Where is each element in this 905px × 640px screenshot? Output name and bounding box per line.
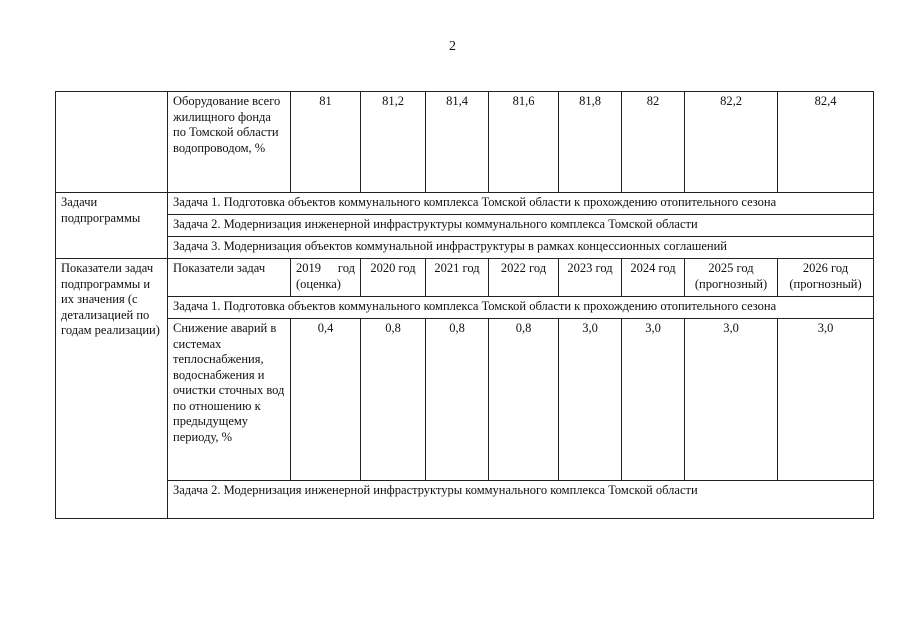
value-cell: 81,6: [489, 92, 559, 193]
page-number: 2: [449, 39, 456, 54]
value-cell: 3,0: [685, 319, 778, 481]
indicators-header-label: Показатели задач: [168, 259, 291, 297]
table-row: [56, 481, 874, 519]
table-row: [56, 297, 874, 319]
year-header: [559, 259, 622, 297]
task-row: Задача 1. Подготовка объектов коммунального комплекса Томской области к прохождению отопительного сезона: [168, 297, 874, 319]
value-cell: 81,8: [559, 92, 622, 193]
value-cell: 81,4: [426, 92, 489, 193]
year-note: (оценка): [296, 276, 341, 291]
value-cell: 0,8: [426, 319, 489, 481]
year-label: 2025 год: [708, 261, 754, 275]
value-cell: 3,0: [622, 319, 685, 481]
value-cell: 0,8: [489, 319, 559, 481]
task-row: Задача 3. Модернизация объектов коммунальной инфраструктуры в рамках концессионных соглашений: [168, 237, 874, 259]
tasks-section-label: Задачи подпрограммы: [56, 193, 168, 259]
table-row: [56, 237, 874, 259]
year-label: 2021 год: [434, 261, 480, 275]
table-row: [56, 193, 874, 215]
year-header: [685, 259, 778, 297]
program-table: [55, 91, 874, 519]
year-label: 2020 год: [370, 261, 416, 275]
value-cell: 0,4: [291, 319, 361, 481]
year-header: [489, 259, 559, 297]
value-cell: 82,4: [778, 92, 874, 193]
year-header: [361, 259, 426, 297]
task-row: Задача 1. Подготовка объектов коммунального комплекса Томской области к прохождению отопительного сезона: [168, 193, 874, 215]
value-cell: 81: [291, 92, 361, 193]
year-header-2019: [291, 259, 361, 297]
year-label: 2019: [296, 261, 321, 275]
year-note: (прогнозный): [694, 276, 768, 291]
indicator-label-water: Оборудование всего жилищного фонда по Томской области водопроводом, %: [168, 92, 291, 193]
value-cell: 0,8: [361, 319, 426, 481]
table-row: [56, 92, 874, 193]
year-label: 2026 год: [802, 261, 849, 275]
empty-cell: [56, 92, 168, 193]
task-row: Задача 2. Модернизация инженерной инфраструктуры коммунального комплекса Томской области: [168, 481, 874, 519]
table-row: [56, 215, 874, 237]
indicator-label-accidents: Снижение аварий в системах теплоснабжения, водоснабжения и очистки сточных вод по отношению к предыдущему периоду, %: [168, 319, 291, 481]
year-header: [778, 259, 874, 297]
year-label: 2023 год: [567, 261, 613, 275]
value-cell: 3,0: [559, 319, 622, 481]
year-label: 2024 год: [630, 261, 676, 275]
year-header: [426, 259, 489, 297]
value-cell: 82: [622, 92, 685, 193]
year-unit: год: [337, 261, 355, 275]
table-row: [56, 259, 874, 297]
year-label: 2022 год: [500, 261, 547, 275]
value-cell: 82,2: [685, 92, 778, 193]
value-cell: 81,2: [361, 92, 426, 193]
year-note: (прогнозный): [789, 276, 862, 291]
value-cell: 3,0: [778, 319, 874, 481]
table-row: [56, 319, 874, 481]
task-row: Задача 2. Модернизация инженерной инфраструктуры коммунального комплекса Томской области: [168, 215, 874, 237]
year-header: [622, 259, 685, 297]
indicators-section-label: Показатели задач подпрограммы и их значения (с детализацией по годам реализации): [56, 259, 168, 519]
